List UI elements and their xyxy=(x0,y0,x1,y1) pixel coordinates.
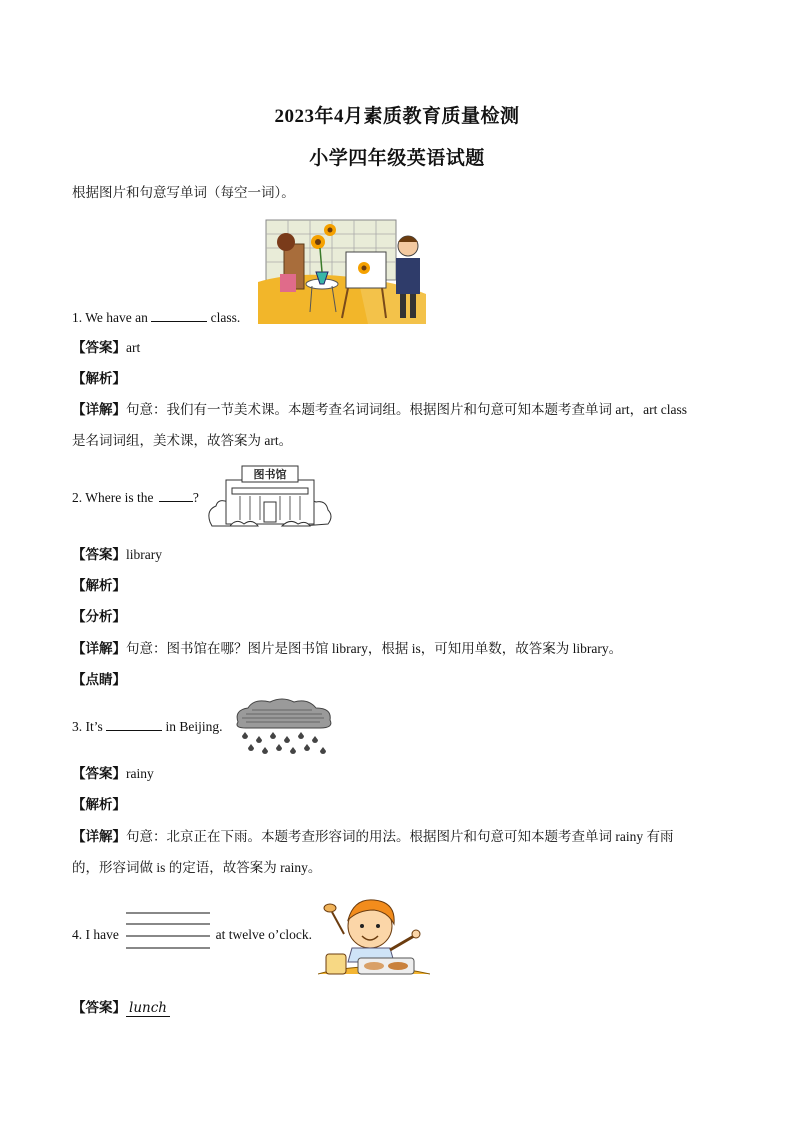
fenxi-row-2 xyxy=(72,608,126,626)
answer-row-4 xyxy=(72,999,170,1017)
answer-value: art xyxy=(126,340,141,355)
detail-label: 【详解】 xyxy=(72,402,126,417)
answer-row-2 xyxy=(72,546,162,564)
question-3 xyxy=(72,718,223,736)
analysis-row-2 xyxy=(72,577,126,595)
analysis-label: 【解析】 xyxy=(72,578,126,593)
boy-lunch-illustration xyxy=(318,890,430,980)
dianjing-label: 【点睛】 xyxy=(72,672,126,687)
art-class-illustration xyxy=(258,212,426,324)
question-text-before: Where is the xyxy=(85,490,154,505)
detail-label: 【详解】 xyxy=(72,829,126,844)
detail-row-1 xyxy=(72,401,687,419)
answer-label: 【答案】 xyxy=(72,340,126,355)
analysis-label: 【解析】 xyxy=(72,371,126,386)
question-text-after: at twelve o’clock. xyxy=(215,927,312,942)
detail-row-3-cont xyxy=(72,859,321,877)
question-text-before: I have xyxy=(85,927,119,942)
fenxi-label: 【分析】 xyxy=(72,609,126,624)
page-subtitle: 小学四年级英语试题 xyxy=(309,148,485,169)
analysis-label: 【解析】 xyxy=(72,797,126,812)
question-1 xyxy=(72,309,240,327)
detail-text: 是名词词组，美术课，故答案为 art。 xyxy=(72,433,293,448)
question-4 xyxy=(72,926,312,944)
answer-row-1 xyxy=(72,339,140,357)
answer-blank[interactable] xyxy=(159,489,193,502)
question-number: 4. xyxy=(72,927,83,942)
detail-row-3 xyxy=(72,828,674,846)
library-sign-text: 图书馆 xyxy=(253,468,287,481)
question-text-after: in Beijing. xyxy=(165,719,223,734)
answer-value: library xyxy=(126,547,162,562)
question-text-before: We have an xyxy=(85,310,148,325)
answer-row-3 xyxy=(72,765,154,783)
detail-text: 句意：北京正在下雨。本题考查形容词的用法。根据图片和句意可知本题考查单词 rainy 有雨 xyxy=(126,829,674,844)
library-building-illustration xyxy=(206,462,334,534)
detail-text: 句意：图书馆在哪？图片是图书馆 library，根据 is，可知用单数，故答案为 library。 xyxy=(126,641,623,656)
question-text-before: It’s xyxy=(85,719,103,734)
analysis-row-3 xyxy=(72,796,126,814)
answer-label: 【答案】 xyxy=(72,1000,126,1015)
detail-row-2 xyxy=(72,640,622,658)
page-title: 2023年4月素质教育质量检测 xyxy=(274,106,520,127)
analysis-row-1 xyxy=(72,370,126,388)
answer-value: rainy xyxy=(126,766,154,781)
question-number: 3. xyxy=(72,719,83,734)
question-text-after: class. xyxy=(210,310,241,325)
dianjing-row-2 xyxy=(72,671,126,689)
instructions: 根据图片和句意写单词（每空一词）。 xyxy=(72,185,295,200)
answer-value: lunch xyxy=(126,1000,170,1017)
answer-label: 【答案】 xyxy=(72,766,126,781)
question-2 xyxy=(72,489,199,507)
detail-label: 【详解】 xyxy=(72,641,126,656)
question-number: 2. xyxy=(72,490,83,505)
question-number: 1. xyxy=(72,310,83,325)
answer-blank[interactable] xyxy=(151,309,207,322)
rain-cloud-illustration xyxy=(232,696,336,754)
detail-row-1-cont xyxy=(72,432,292,450)
detail-text: 的，形容词做 is 的定语，故答案为 rainy。 xyxy=(72,860,322,875)
answer-label: 【答案】 xyxy=(72,547,126,562)
question-text-after: ? xyxy=(192,490,199,505)
detail-text: 句意：我们有一节美术课。本题考查名词词组。根据图片和句意可知本题考查单词 art，art class xyxy=(126,402,687,417)
answer-blank[interactable] xyxy=(106,718,162,731)
